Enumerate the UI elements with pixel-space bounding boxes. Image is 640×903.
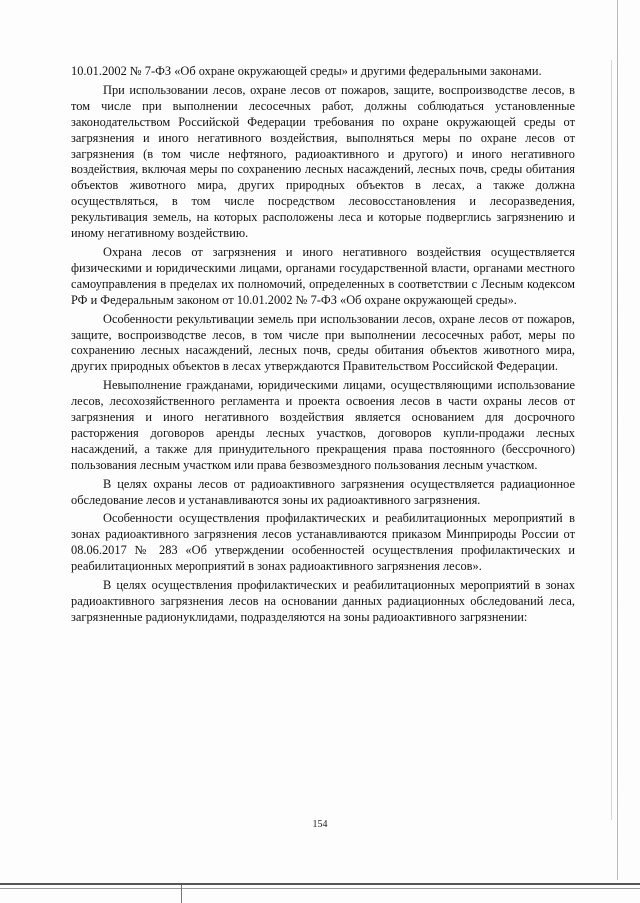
scan-bottom-border-secondary [0, 888, 640, 889]
scan-bottom-border [0, 883, 640, 885]
paragraph-1: 10.01.2002 № 7-ФЗ «Об охране окружающей среды» и другими федеральными законами. [71, 64, 542, 78]
page-number: 154 [312, 819, 328, 830]
scan-margin-mark [181, 885, 182, 903]
scan-edge-shadow [617, 0, 618, 880]
paragraph-4: Особенности рекультивации земель при использовании лесов, охране лесов от пожаров, защите, воспроизводстве лесов, в том числе при выполнении лесосечных работ, меры по сохранению лесных насаждений, лесных почв, среды обитания объектов животного мира, других природных объектов в лесах утверждаются Правительством Российской Федерации. [71, 311, 575, 374]
paragraph-3: Охрана лесов от загрязнения и иного негативного воздействия осуществляется физическими и юридическими лицами, органами государственной власти, органами местного самоуправления в пределах их полномочий, определенных в соответствии с Лесным кодексом РФ и Федеральным законом от 10.01.2002 № 7-ФЗ «Об охране окружающей среды». [71, 244, 575, 307]
document-body [71, 64, 575, 629]
paragraph-5: Невыполнение гражданами, юридическими лицами, осуществляющими использование лесов, лесохозяйственного регламента и проекта освоения лесов в части охраны лесов от загрязнения и иного негативного воздействия является основанием для досрочного расторжения договоров аренды лесных участков, договоров купли-продажи лесных насаждений, а также для принудительного прекращения права постоянного (бессрочного) пользования лесным участком или права безвозмездного пользования лесным участком. [71, 378, 575, 472]
paragraph-8: В целях осуществления профилактических и реабилитационных мероприятий в зонах радиоактивного загрязнения лесов на основании данных радиационных обследований леса, загрязненные радионуклидами, подразделяются на зоны радиоактивного загрязнении: [71, 578, 575, 624]
paragraph-6: В целях охраны лесов от радиоактивного загрязнения осуществляется радиационное обследование лесов и устанавливаются зоны их радиоактивного загрязнения. [71, 476, 575, 507]
paragraph-2: При использовании лесов, охране лесов от пожаров, защите, воспроизводстве лесов, в том числе при выполнении лесосечных работ, должны соблюдаться установленные законодательством Российской Федерации требования по охране окружающей среды от загрязнения и иного негативного воздействия, выполняться меры по охране лесов от загрязнения (в том числе нефтяного, радиоактивного и другого) и иного негативного воздействия, включая меры по сохранению лесных насаждений, лесных почв, среды обитания объектов животного мира, других природных объектов в лесах, а также должна осуществляться, в том числе посредством лесовосстановления и лесоразведения, рекультивация земель, на которых расположены леса и которые подверглись загрязнению и иному негативному воздействию. [71, 82, 575, 241]
scan-edge-shadow-inner [611, 60, 612, 820]
paragraph-7: Особенности осуществления профилактических и реабилитационных мероприятий в зонах радиоактивного загрязнения лесов устанавливаются приказом Минприроды России от 08.06.2017 № 283 «Об утверждении особенностей осуществления профилактических и реабилитационных мероприятий в зонах радиоактивного загрязнения лесов». [71, 511, 575, 574]
